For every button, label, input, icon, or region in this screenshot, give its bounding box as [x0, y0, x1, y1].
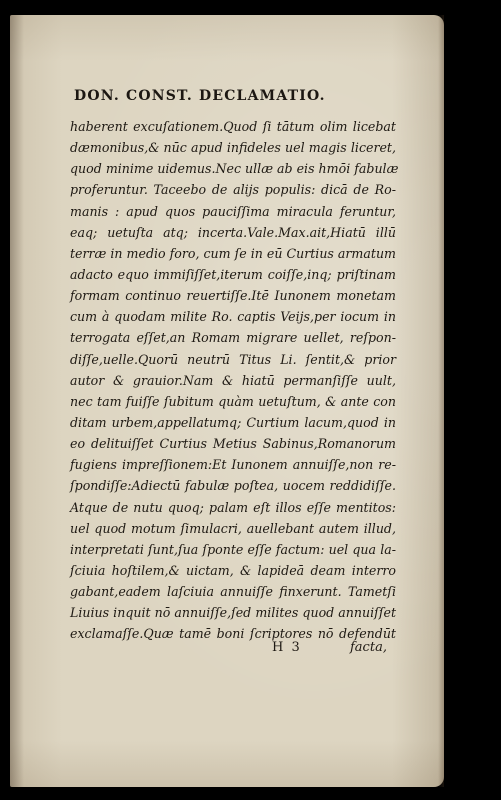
- text-line: haberent excuſationem.Quod ſi tātum olim licebat: [70, 119, 396, 134]
- text-line: Liuius inquit nō annuiſſe,ſed milites quod annuiſſet: [70, 605, 396, 621]
- text-line: adacto equo immiſiſſet,iterum coiſſe,inq; priſtinam: [70, 266, 396, 282]
- text-block: [70, 116, 399, 645]
- catchword: facta,: [350, 640, 387, 655]
- text-line: dæmonibus,& nūc apud infideles uel magis liceret,: [70, 140, 396, 156]
- text-line: ditam urbem,appellatumq; Curtium lacum,quod in: [70, 414, 396, 430]
- text-line: quod minime uidemus.Nec ullæ ab eis hmōi fabulæ: [70, 161, 399, 177]
- text-line: ſpondiſſe:Adiectū fabulæ poſtea, uocem reddidiſſe.: [70, 478, 396, 494]
- text-line: manis : apud quos pauciſſima miracula feruntur,: [70, 203, 396, 219]
- text-line: interpretati ſunt,ſua ſponte eſſe factum: uel qua la-: [70, 541, 396, 557]
- text-line: terræ in medio foro, cum ſe in eū Curtius armatum: [70, 245, 396, 261]
- text-line: autor & grauior.Nam & hiatū permanſiſſe uult,: [70, 372, 396, 388]
- text-line: nec tam fuiſſe ſubitum quàm uetuſtum, & ante con: [70, 393, 396, 409]
- text-line: Atque de nutu quoq; palam eſt illos eſſe mentitos:: [70, 499, 396, 515]
- running-head: DON. CONST. DECLAMATIO.: [74, 88, 326, 104]
- text-line: eo delituiſſet Curtius Metius Sabinus,Romanorum: [70, 436, 396, 452]
- text-line: formam continuo reuertiſſe.Itē Iunonem monetam: [70, 288, 396, 304]
- text-line: cum à quodam milite Ro. captis Veijs,per iocum in: [70, 309, 396, 325]
- text-line: terrogata eſſet,an Romam migrare uellet, reſpon-: [70, 330, 396, 346]
- spine-shadow: [10, 15, 24, 787]
- text-line: ſciuia hoſtilem,& uictam, & lapideā deam interro: [70, 562, 396, 578]
- text-line: uel quod motum ſimulacri, auellebant autem illud,: [70, 520, 396, 536]
- signature-mark: H 3: [272, 640, 302, 655]
- text-line: diſſe,uelle.Quorū neutrū Titus Li. ſentit,& prior: [70, 351, 396, 367]
- page-edge: [438, 15, 444, 787]
- text-line: fugiens impreſſionem:Et Iunonem annuiſſe,non re-: [70, 457, 396, 473]
- text-line: gabant,eadem laſciuia annuiſſe finxerunt. Tametſi: [70, 584, 396, 600]
- text-line: exclamaſſe.Quæ tamē boni ſcriptores nō defendūt: [70, 626, 396, 642]
- text-line: eaq; uetuſta atq; incerta.Vale.Max.ait,Hiatū illū: [70, 224, 396, 240]
- text-line: proferuntur. Taceebo de alijs populis: dicā de Ro-: [70, 182, 396, 198]
